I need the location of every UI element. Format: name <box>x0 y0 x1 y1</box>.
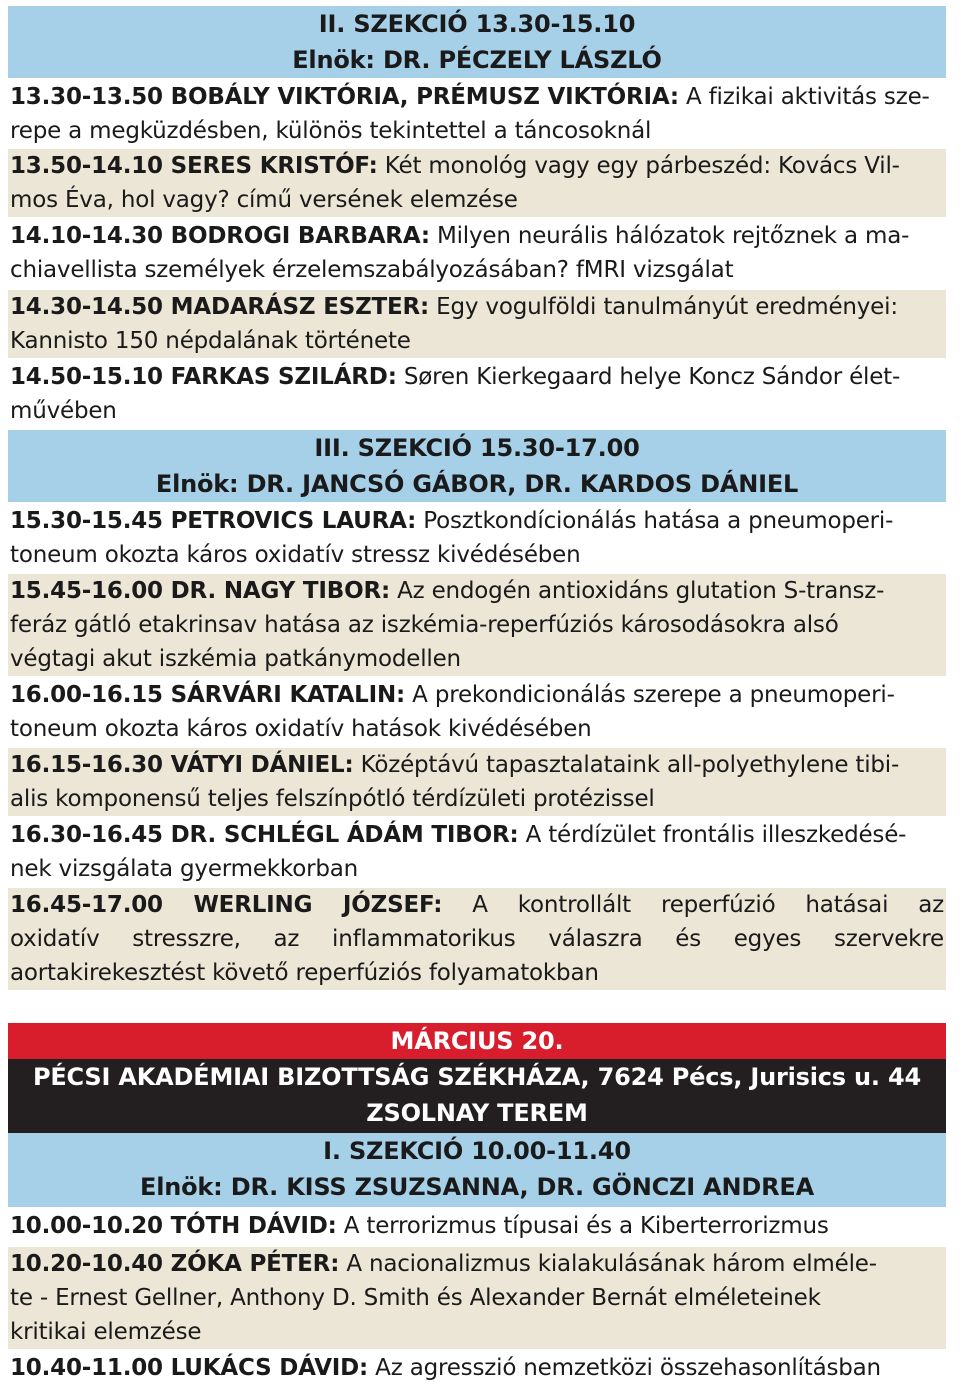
item-line: 13.30-13.50 BOBÁLY VIKTÓRIA, PRÉMUSZ VIKTÓRIA: A fizikai aktivitás sze- <box>10 84 930 110</box>
program-item <box>8 818 946 886</box>
program-item <box>8 290 946 358</box>
item-line: 14.10-14.30 BODROGI BARBARA: Milyen neurális hálózatok rejtőznek a ma- <box>10 223 910 249</box>
item-line: kritikai elemzése <box>10 1319 202 1345</box>
date-text: MÁRCIUS 20. <box>390 1027 564 1055</box>
section-header-iii <box>8 430 946 502</box>
program-item <box>8 888 946 990</box>
program-item <box>8 149 946 217</box>
program-item <box>8 504 946 572</box>
date-banner <box>8 1023 946 1059</box>
item-line: alis komponensű teljes felszínpótló térdízületi protézissel <box>10 786 655 812</box>
item-line: 16.00-16.15 SÁRVÁRI KATALIN: A prekondicionálás szerepe a pneumoperi- <box>10 682 895 708</box>
program-item <box>8 1351 946 1385</box>
program-item <box>8 574 946 676</box>
program-item <box>8 678 946 746</box>
item-line: toneum okozta káros oxidatív stressz kivédésében <box>10 542 581 568</box>
item-line: mos Éva, hol vagy? című versének elemzése <box>10 187 518 213</box>
item-line: 16.15-16.30 VÁTYI DÁNIEL: Középtávú tapasztalataink all-polyethylene tibi- <box>10 752 900 778</box>
item-line: 10.40-11.00 LUKÁCS DÁVID: Az agresszió nemzetközi összehasonlításban <box>10 1355 881 1381</box>
section-title: I. SZEKCIÓ 10.00-11.40 <box>323 1137 631 1165</box>
section-header-i <box>8 1133 946 1207</box>
item-line: 15.45-16.00 DR. NAGY TIBOR: Az endogén antioxidáns glutation S-transz- <box>10 578 885 604</box>
item-line: művében <box>10 398 117 424</box>
section-title: II. SZEKCIÓ 13.30-15.10 <box>318 10 636 38</box>
program-item <box>8 219 946 287</box>
item-line: 16.45-17.00 WERLING JÓZSEF: A kontrollált reperfúzió hatásai az <box>10 892 945 918</box>
item-line: 10.20-10.40 ZÓKA PÉTER: A nacionalizmus kialakulásának három elméle- <box>10 1251 877 1277</box>
section-chair: Elnök: DR. KISS ZSUZSANNA, DR. GÖNCZI ANDREA <box>140 1173 814 1201</box>
section-header-ii <box>8 6 946 78</box>
section-chair: Elnök: DR. JANCSÓ GÁBOR, DR. KARDOS DÁNIEL <box>155 470 799 498</box>
section-title: III. SZEKCIÓ 15.30-17.00 <box>314 434 640 462</box>
program-item <box>8 1247 946 1349</box>
program-item <box>8 748 946 816</box>
item-line: oxidatív stresszre, az inflammatorikus válaszra és egyes szervekre <box>10 926 944 952</box>
venue-room: ZSOLNAY TEREM <box>366 1099 588 1127</box>
program-item <box>8 80 946 148</box>
item-line: 10.00-10.20 TÓTH DÁVID: A terrorizmus típusai és a Kiberterrorizmus <box>10 1213 829 1239</box>
item-line: Kannisto 150 népdalának története <box>10 328 411 354</box>
item-line: toneum okozta káros oxidatív hatások kivédésében <box>10 716 592 742</box>
item-line: chiavellista személyek érzelemszabályozásában? fMRI vizsgálat <box>10 257 734 283</box>
item-line: feráz gátló etakrinsav hatása az iszkémia-reperfúziós károsodásokra alsó <box>10 612 839 638</box>
item-line: 14.30-14.50 MADARÁSZ ESZTER: Egy vogulföldi tanulmányút eredményei: <box>10 294 898 320</box>
item-line: repe a megküzdésben, különös tekintettel a táncosoknál <box>10 118 652 144</box>
program-item <box>8 360 946 428</box>
item-line: 13.50-14.10 SERES KRISTÓF: Két monológ vagy egy párbeszéd: Kovács Vil- <box>10 153 900 179</box>
item-line: 15.30-15.45 PETROVICS LAURA: Posztkondícionálás hatása a pneumoperi- <box>10 508 894 534</box>
item-line: te - Ernest Gellner, Anthony D. Smith és Alexander Bernát elméleteinek <box>10 1285 821 1311</box>
item-line: 16.30-16.45 DR. SCHLÉGL ÁDÁM TIBOR: A térdízület frontális illeszkedésé- <box>10 822 907 848</box>
venue-address: PÉCSI AKADÉMIAI BIZOTTSÁG SZÉKHÁZA, 7624 Pécs, Jurisics u. 44 <box>32 1063 922 1091</box>
program-item <box>8 1209 946 1245</box>
item-line: nek vizsgálata gyermekkorban <box>10 856 359 882</box>
item-line: 14.50-15.10 FARKAS SZILÁRD: Søren Kierkegaard helye Koncz Sándor élet- <box>10 364 901 390</box>
item-line: végtagi akut iszkémia patkánymodellen <box>10 646 461 672</box>
section-chair: Elnök: DR. PÉCZELY LÁSZLÓ <box>292 46 662 74</box>
item-line: aortakirekesztést követő reperfúziós folyamatokban <box>10 960 599 986</box>
venue-banner <box>8 1059 946 1133</box>
